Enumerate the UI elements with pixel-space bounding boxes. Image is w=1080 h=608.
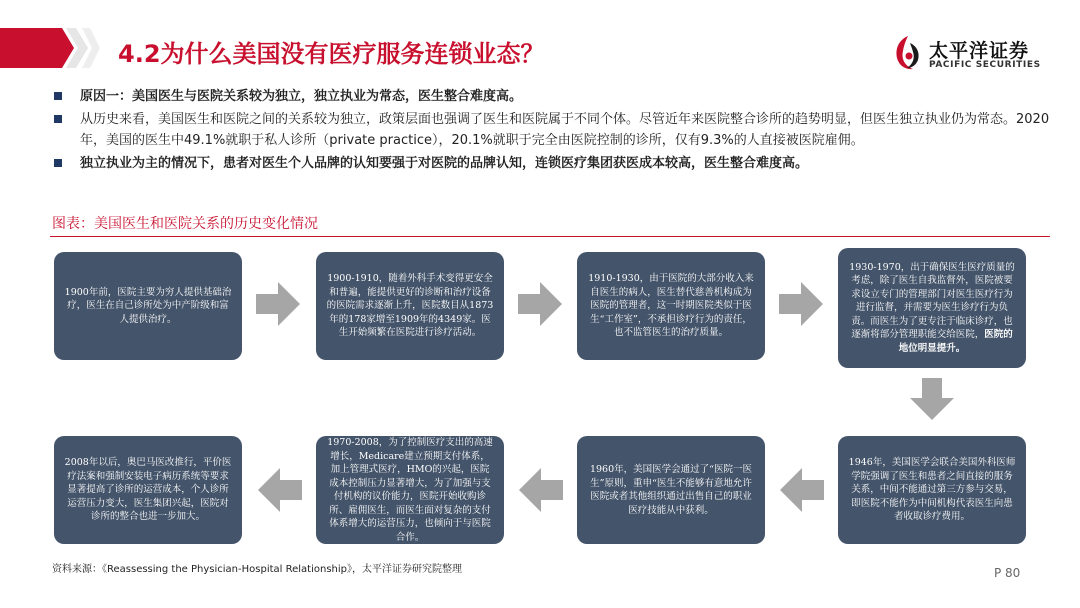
timeline-box-1946 [838, 436, 1026, 544]
arrow-right-icon [256, 282, 300, 326]
logo-mark-icon [893, 34, 923, 72]
timeline-box-1900 [54, 252, 242, 360]
timeline-box-text [848, 261, 1016, 356]
timeline-box-1930-1970 [838, 248, 1026, 368]
arrow-right-icon [518, 282, 562, 326]
arrow-left-icon [519, 468, 563, 512]
timeline-box-1900-1910 [316, 252, 504, 360]
bullet-list [52, 86, 1052, 176]
timeline-box-text: 2008年以后，奥巴马医改推行，平价医疗法案和强制安装电子病历系统等要求显著提高了诊所的运营成本，个人诊所运营压力变大，医生集团兴起，医院对诊所的整合也进一步加大。 [64, 457, 232, 523]
timeline-box-text: 1946年，美国医学会联合美国外科医师学院强调了医生和患者之间直接的服务关系，中间不能通过第三方参与交易，即医院不能作为中间机构代表医生向患者收取诊疗费用。 [848, 457, 1016, 523]
arrow-right-icon [779, 282, 823, 326]
timeline-box-1970-2008 [316, 436, 504, 544]
logo-cn-text: 太平洋证券 [929, 40, 1030, 62]
timeline-box-1910-1930 [577, 252, 765, 360]
timeline-box-text: 1970-2008，为了控制医疗支出的高速增长，Medicare建立预期支付体系，加上管理式医疗，HMO的兴起，医院成本控制压力显著增大，为了加强与支付机构的议价能力，医院开始收购诊所、雇佣医生，而医生面对复杂的支付体系增大的运营压力，也倾向于与医院合作。 [327, 437, 493, 543]
arrow-left-icon [780, 468, 824, 512]
figure-divider [50, 236, 1050, 237]
timeline-box-text: 1910-1930，由于医院的大部分收入来自医生的病人，医生替代慈善机构成为医院的管理者，这一时期医院类似于医生“工作室”，不承担诊疗行为的责任，也不监管医生的治疗质量。 [588, 273, 754, 339]
arrow-down-icon [910, 378, 954, 420]
bullet-item [52, 153, 1052, 174]
source-note: 资料来源：《Reassessing the Physician-Hospital Relationship》，太平洋证券研究院整理 [52, 564, 462, 575]
timeline-box-body: 1930-1970，出于确保医生医疗质量的考虑，除了医生自我监督外，医院被要求设立专门的管理部门对医生医疗行为进行监督，并需要为医生诊疗行为负责。而医生为了更专注于临床诊疗，也逐渐将部分管理职能交给医院， [849, 261, 1015, 341]
bullet-text: 原因一：美国医生与医院关系较为独立，独立执业为常态，医生整合难度高。 [80, 89, 523, 104]
timeline-box-text: 1900-1910，随着外科手术变得更安全和普遍，能提供更好的诊断和治疗设备的医院需求逐渐上升，医院数目从1873年的178家增至1909年的4349家。医生开始频繁在医院进行诊疗活动。 [326, 273, 494, 339]
timeline-box-text: 1900年前，医院主要为穷人提供基础治疗，医生在自己诊所处为中产阶级和富人提供治疗。 [64, 286, 232, 325]
bullet-square-icon [54, 159, 62, 167]
arrow-left-icon [258, 468, 302, 512]
timeline-box-text: 1960年，美国医学会通过了“医院一医生”原则，重申“医生不能够有意地允许医院或者其他组织通过出售自己的职业医疗技能从中获利。 [589, 464, 753, 516]
page-number: P 80 [994, 566, 1021, 580]
page-title: 4.2为什么美国没有医疗服务连锁业态？ [118, 40, 545, 68]
bullet-text: 从历史来看，美国医生和医院之间的关系较为独立，政策层面也强调了医生和医院属于不同个体。尽管近年来医院整合诊所的趋势明显，但医生独立执业仍为常态。2020年，美国的医生中49.1%就职于私人诊所（private practice），20.1%就职于完全由医院控制的诊所，仅有9.3%的人直接被医院雇佣。 [80, 112, 1050, 148]
bullet-item [52, 109, 1052, 151]
logo-en-text: PACIFIC SECURITIES [929, 60, 1041, 70]
company-logo [893, 34, 1063, 74]
bullet-square-icon [54, 115, 62, 123]
bullet-item [52, 86, 1052, 107]
bullet-text: 独立执业为主的情况下，患者对医生个人品牌的认知要强于对医院的品牌认知，连锁医疗集团获医成本较高，医生整合难度高。 [80, 156, 809, 171]
timeline-box-emphasis: 医院的地位明显提升。 [898, 329, 1013, 354]
timeline-box-1960 [577, 436, 765, 544]
header-chevron-icon [0, 28, 100, 68]
bullet-square-icon [54, 92, 62, 100]
timeline-box-2008 [54, 436, 242, 544]
figure-caption: 图表：美国医生和医院关系的历史变化情况 [52, 216, 318, 232]
